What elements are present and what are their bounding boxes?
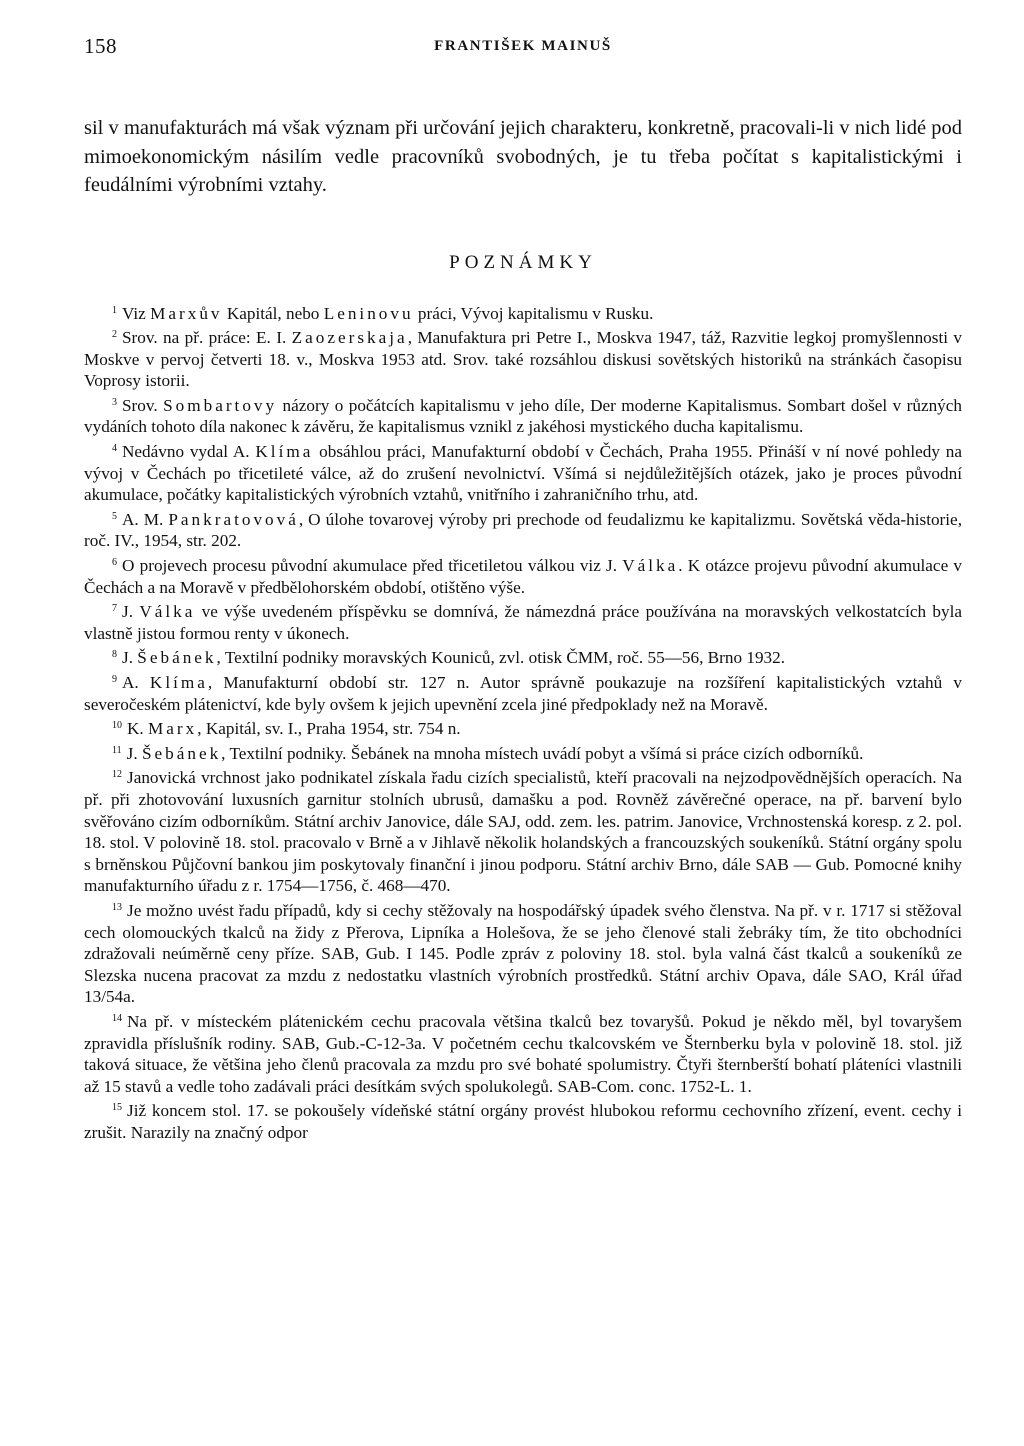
footnote-number: 6 [112, 557, 117, 569]
footnote-text: , Textilní podniky. Šebánek na mnoha místech uvádí pobyt a všímá si práce cizích odborníků. [221, 743, 864, 763]
footnote [84, 1097, 962, 1143]
footnote-text: , Kapitál, sv. I., Praha 1954, str. 754 n. [197, 719, 461, 739]
notes-list [84, 300, 962, 1144]
footnote [84, 438, 962, 506]
footnote [84, 897, 962, 1008]
footnote-text: , Manufakturní období str. 127 n. Autor správně poukazuje na rozšíření kapitalistických vztahů v severočeském plátenictví, kde byly ovšem k jejich upevnění zcela jiné předpoklady než na Moravě. [84, 673, 962, 714]
footnote-text: obsáhlou práci, Manufakturní období v Čechách, Praha 1955. Přináší v ní nové pohledy na vývoj v Čechách po třicetileté válce, až do zrušení nevolnictví. Všímá si nejdůležitějších otázek, jako je proces původní akumulace, počátky kapitalistických výrobních vztahů, vnitřního i zahraničního trhu, atd. [84, 442, 962, 505]
spaced-name: Válka [139, 602, 196, 622]
footnote-number: 12 [112, 769, 122, 781]
footnote-text: názory o počátcích kapitalismu v jeho díle, Der moderne Kapitalismus. Sombart došel v různých vydáních tohoto díla nakonec k závěru, že kapitalismus vznikl z jakéhosi mystického ducha kapitalismu. [84, 395, 962, 437]
spaced-name: Pankratovová [168, 509, 299, 529]
footnote-text: , Manufaktura pri Petre I., Moskva 1947, táž, Razvitie legkoj promyšlennosti v Moskve v pervoj četverti 18. v., Moskva 1953 atd. Srov. také rozsáhlou diskusi sovětských historiků na stránkách časopisu Voprosy istorii. [84, 328, 963, 391]
footnote-number: 10 [112, 720, 122, 732]
footnote-text: . K otázce projevu původní akumulace v Čechách a na Moravě v předbělohorském období, otištěno výše. [84, 556, 962, 597]
footnote-text: J. [122, 602, 140, 622]
footnote-number: 5 [112, 510, 117, 522]
footnote-text: Janovická vrchnost jako podnikatel získala řadu cizích specialistů, kteří pracovali na nejzodpovědnějších operacích. Na př. při zhotovování luxusních garnitur stolních ubrusů, damašku a pod. Rovněž závěrečné operace, na př. barvení bylo svěřováno cizím odborníkům. Státní archiv Janovice, dále SAJ, odd. zem. les. patrim. Janovice, Vrchnostenská koresp. z 2. pol. 18. stol. V polovině 18. stol. pracovalo v Brně a v Jihlavě několik holandských a francouzských soukeníků. Státní orgány spolu s brněnskou Půjčovní bankou jim poskytovaly finanční i jinou podporu. Státní archiv Brno, dále SAB — Gub. Pomocné knihy manufakturního úřadu z r. 1754—1756, č. 468—470. [84, 768, 962, 896]
spaced-name: Marx [148, 719, 198, 739]
spaced-name: Šebánek [141, 743, 222, 763]
spaced-name: Klíma [149, 673, 208, 692]
footnote-number: 9 [112, 674, 117, 685]
footnote-text: K. [127, 719, 149, 739]
footnote [84, 598, 962, 644]
footnote-text: Již koncem stol. 17. se pokoušely vídeňské státní orgány provést hlubokou reformu cechovního zřízení, event. cechy i zrušit. Narazily na značný odpor [84, 1101, 962, 1142]
footnote-text: ve výše uvedeném příspěvku se domnívá, že námezdná práce používána na moravských velkostatcích byla vlastně jistou formou renty v úkonech. [84, 602, 962, 643]
spaced-name: Zaozerskaja [291, 328, 408, 348]
spaced-name: Šebánek [137, 648, 217, 668]
body-paragraph: sil v manufakturách má však význam při určování jejich charakteru, konkretně, pracovali-li v nich lidé pod mimoekonomickým násilím vedle pracovníků svobodných, je tu třeba počítat s kapitalistickými i feudálními výrobními vztahy. [84, 117, 962, 196]
footnote [84, 300, 962, 325]
footnote [84, 715, 962, 740]
footnote-text: A. [122, 673, 150, 692]
spaced-name: Válka [622, 556, 679, 576]
footnote-number: 15 [112, 1102, 122, 1114]
footnote [84, 669, 962, 715]
footnote-text: práci, Vývoj kapitalismu v Rusku. [413, 303, 654, 323]
spaced-name: Klíma [255, 442, 314, 462]
footnote-number: 2 [112, 329, 117, 341]
footnote-text: Srov. [122, 395, 164, 415]
footnote [84, 740, 962, 765]
footnote-number: 11 [112, 744, 122, 756]
footnote-number: 8 [112, 649, 117, 661]
footnote-number: 1 [112, 304, 117, 316]
spaced-name: Marxův [150, 303, 223, 323]
footnote [84, 552, 962, 598]
footnote-text: Je možno uvést řadu případů, kdy si cechy stěžovaly na hospodářský úpadek svého členstva. Na př. v r. 1717 si stěžoval cech olomouckých tkalců na židy z Přerova, Lipníka a Holešova, že se jeho členové stali žebráky tím, že tito obchodníci zdražovali neúměrně ceny příze. SAB, Gub. I 145. Podle zpráv z poloviny 18. stol. byla valná část tkalců a soukeníků ze Slezska nucena pracovat za mzdu z nedostatku vlastních výrobních prostředků. Státní archiv Opava, dále SAO, Král úřad 13/54a. [84, 900, 962, 1007]
spaced-name: Sombartovy [163, 395, 278, 415]
running-head-author: FRANTIŠEK MAINUŠ [434, 38, 612, 54]
footnote-text: Srov. na př. práce: E. I. [122, 328, 292, 348]
footnote-number: 13 [112, 901, 122, 913]
footnote-text: Viz [122, 303, 151, 323]
footnote-text: O projevech procesu původní akumulace před třicetiletou válkou viz J. [122, 556, 623, 576]
footnote-text: , Textilní podniky moravských Kouniců, zvl. otisk ČMM, roč. 55—56, Brno 1932. [216, 648, 786, 668]
spaced-name: Leninovu [323, 303, 414, 323]
footnote-number: 14 [112, 1012, 122, 1024]
footnote-text: J. [122, 648, 138, 668]
footnote-text: Kapitál, nebo [222, 303, 324, 323]
page-number: 158 [84, 34, 117, 58]
footnote-text: J. [126, 743, 142, 763]
footnote-number: 3 [112, 396, 117, 408]
footnote-text: , O úlohe tovarovej výroby pri prechode od feudalizmu ke kapitalizmu. Sovětská věda-historie, roč. IV., 1954, str. 202. [84, 509, 962, 551]
footnote [84, 506, 962, 552]
footnote [84, 764, 962, 897]
footnote-text: A. M. [122, 509, 169, 529]
notes-heading: POZNÁMKY [449, 251, 597, 273]
footnote-text: Na př. v místeckém plátenickém cechu pracovala většina tkalců bez tovaryšů. Pokud je někdo měl, byl tovaryšem zpravidla příslušník rodiny. SAB, Gub.-C-12-3a. V početném cechu tkalcovském ve Šternberku byla v polovině 18. stol. již taková situace, že většina jeho členů pracovala za mzdu pro své bohaté spolumistry. Čtyři šternberští bohatí pláteníci vlastnili až 15 stavů a vedle toho zadávali práci desítkám svých spolukolegů. SAB-Com. conc. 1752-L. 1. [84, 1011, 962, 1096]
footnote-number: 7 [112, 603, 117, 615]
footnote-text: Nedávno vydal A. [122, 442, 256, 462]
running-head [84, 30, 962, 62]
footnote [84, 644, 962, 669]
footnote [84, 392, 962, 438]
footnote-number: 4 [112, 443, 117, 455]
footnote [84, 1008, 962, 1097]
footnote [84, 324, 962, 392]
